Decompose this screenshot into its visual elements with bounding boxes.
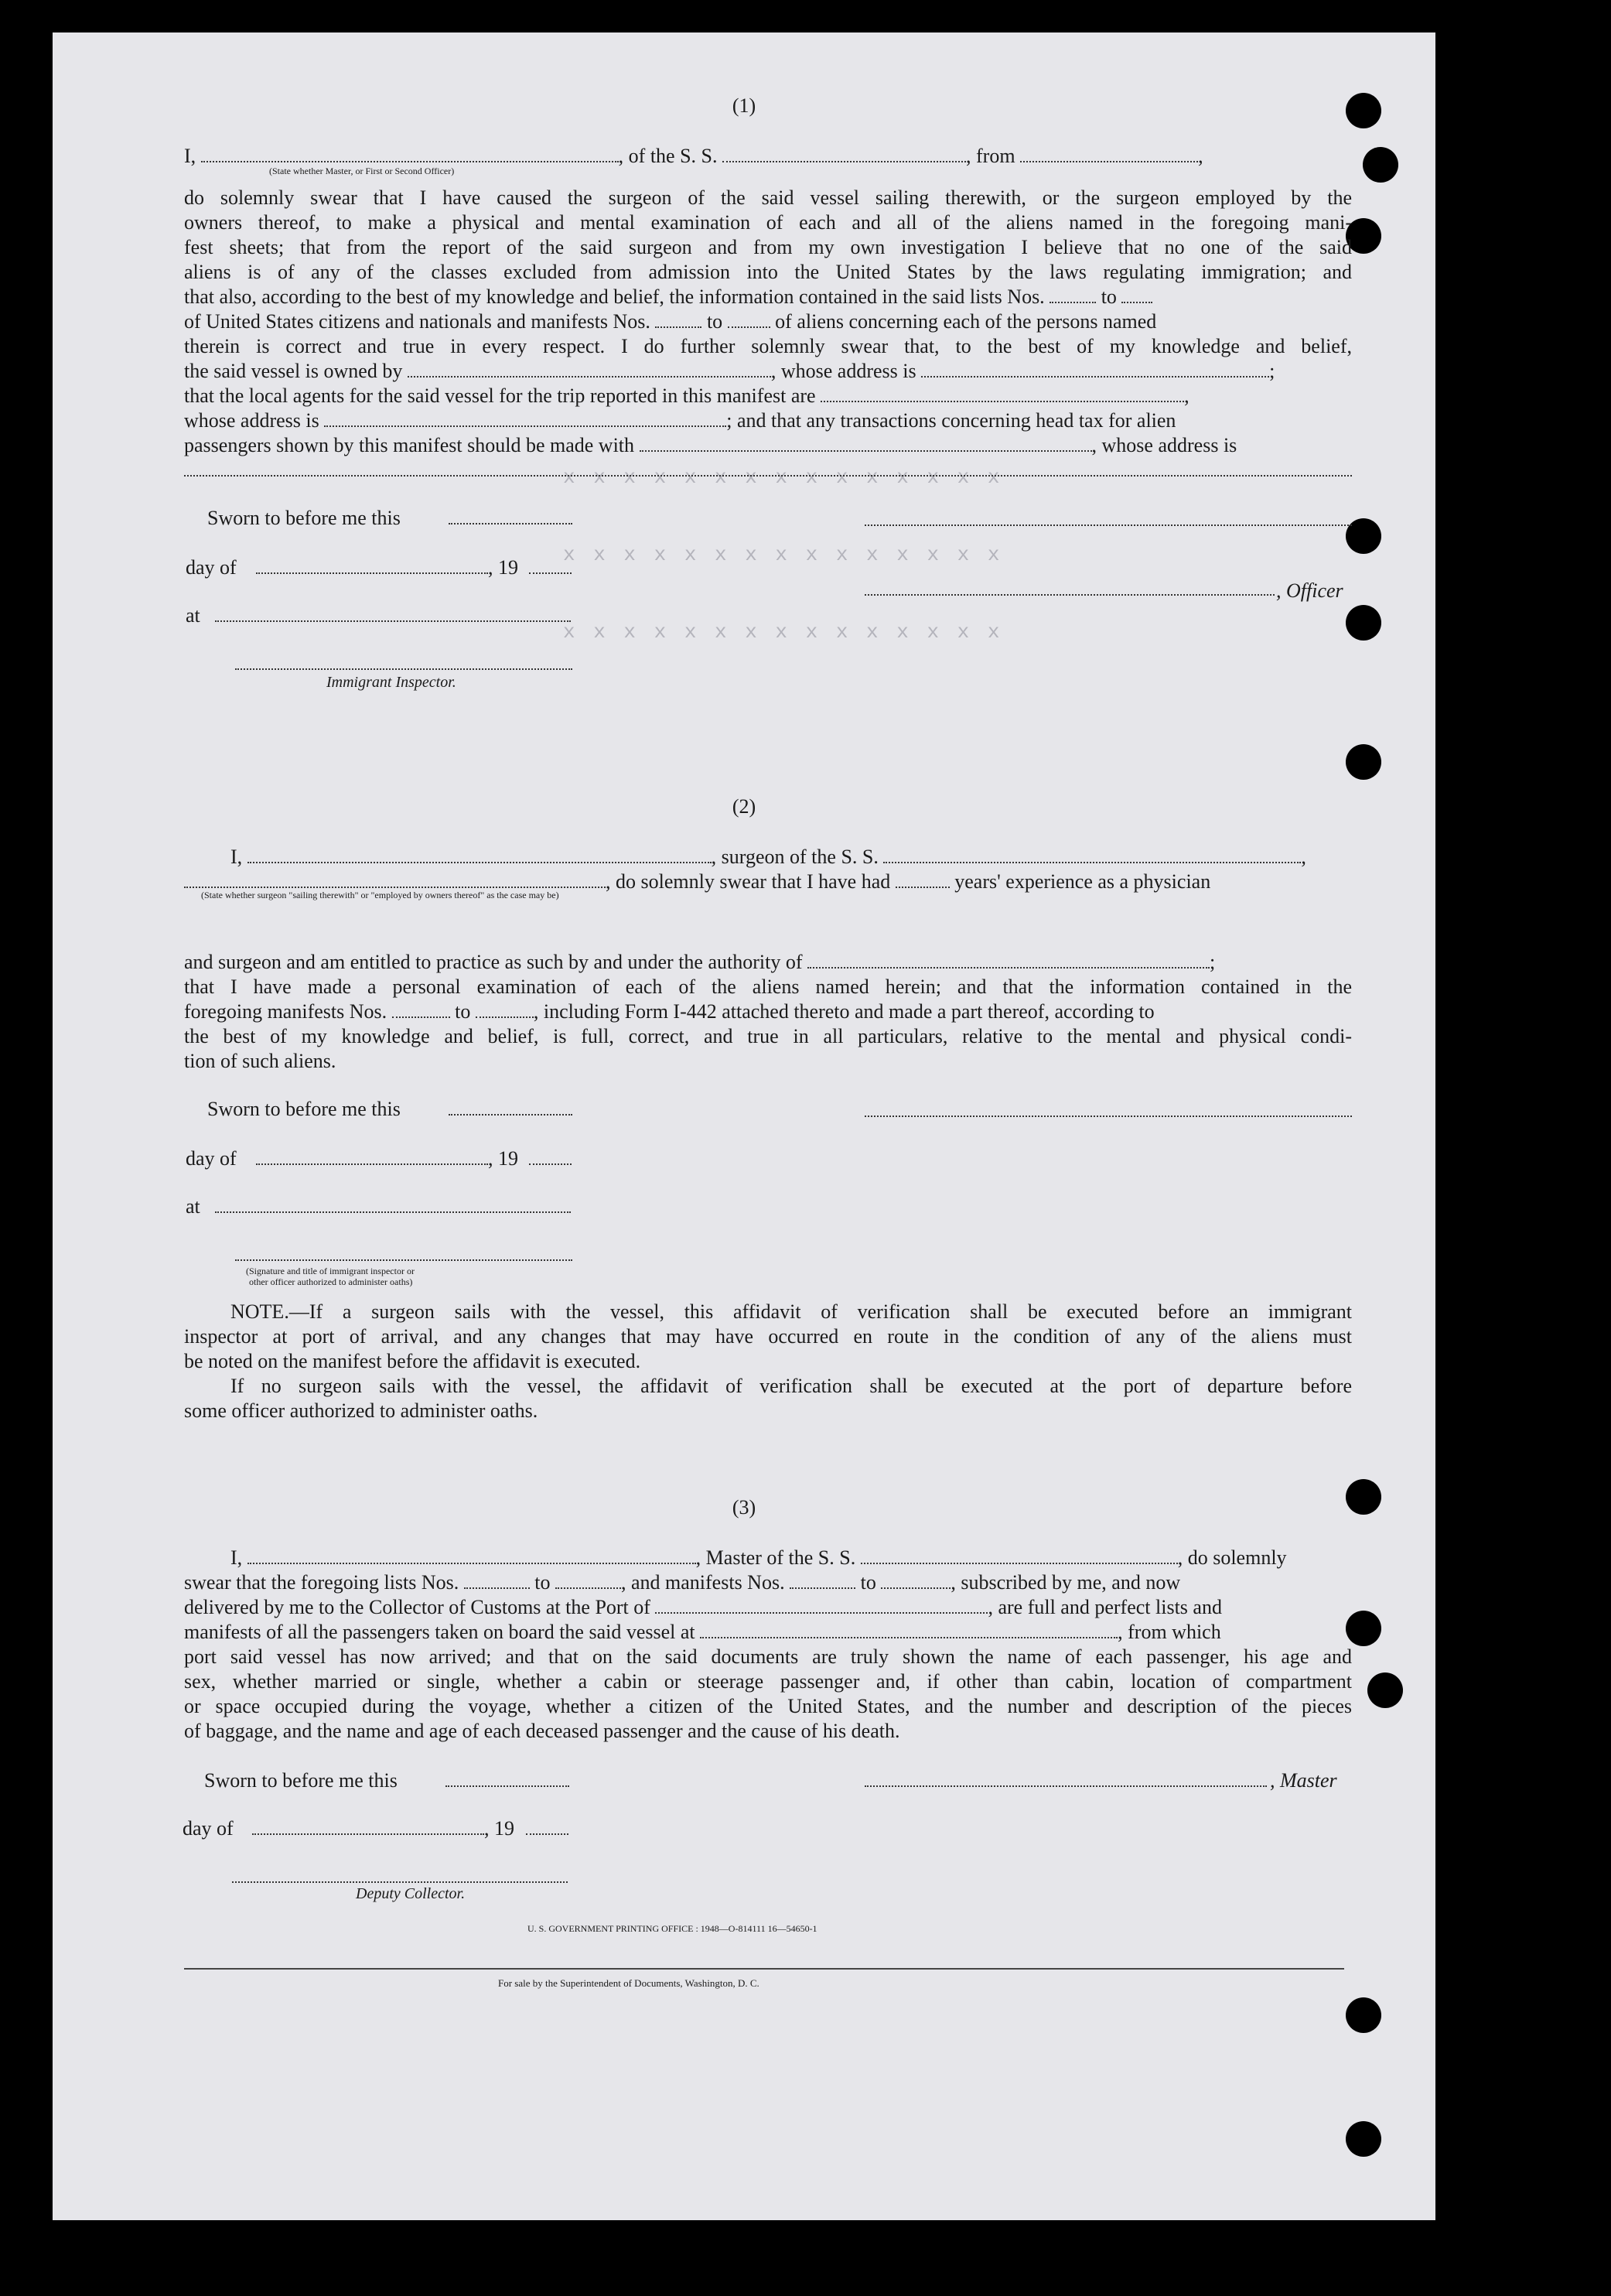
punch-hole [1346, 518, 1381, 554]
s2-vessel-field[interactable] [883, 845, 1301, 863]
s2-sig-note: other officer authorized to administer oaths) [249, 1276, 413, 1287]
s2-day-label: day of [186, 1147, 237, 1170]
s1-para-line: passengers shown by this manifest should be made with , whose address is [184, 434, 1237, 456]
punch-hole [1346, 2121, 1381, 2157]
s2-manifest-to-field[interactable] [476, 999, 534, 1018]
form-page [53, 32, 1435, 2220]
agents-address-field[interactable] [324, 408, 726, 427]
s1-sworn-label: Sworn to before me this [207, 507, 401, 529]
s3-day-field[interactable] [252, 1833, 484, 1835]
s2-sworn-label: Sworn to before me this [207, 1098, 401, 1120]
s1-para-line: that also, according to the best of my knowledge and belief, the information contained in the said lists Nos. to [184, 285, 1352, 309]
s2-oath-line: , do solemnly swear that I have had years' experience as a physician [184, 870, 1352, 894]
owner-address-field[interactable] [921, 359, 1269, 378]
s3-lists-from-field[interactable] [464, 1570, 530, 1589]
s3-line: sex, whether married or single, whether a cabin or steerage passenger and, if other than cabin, location of compartment [184, 1670, 1352, 1693]
s2-oath-line: I, , surgeon of the S. S. , [230, 846, 1306, 868]
manifests-from-field[interactable] [655, 309, 701, 328]
s1-oath-line: I, , of the S. S. , from , [184, 145, 1203, 167]
sale-notice: For sale by the Superintendent of Documents, Washington, D. C. [498, 1977, 759, 1989]
s3-manifests-from-field[interactable] [790, 1570, 855, 1589]
s2-surgeon-signature-field[interactable] [865, 1116, 1352, 1117]
s1-at-field[interactable] [215, 620, 571, 622]
master-name-field[interactable] [247, 1546, 696, 1564]
s2-sworn-date-field[interactable] [449, 1114, 572, 1116]
head-tax-address-field[interactable] [184, 475, 1352, 477]
s1-para-line: whose address is ; and that any transactions concerning head tax for alien [184, 409, 1176, 432]
s3-deputy-signature-field[interactable] [232, 1881, 568, 1883]
note-line: be noted on the manifest before the affidavit is executed. [184, 1350, 641, 1372]
printing-office-line: U. S. GOVERNMENT PRINTING OFFICE : 1948—O-814111 16—54650-1 [527, 1923, 817, 1934]
s3-line: delivered by me to the Collector of Customs at the Port of , are full and perfect lists and [184, 1596, 1222, 1618]
s1-para-line: aliens is of any of the classes excluded from admission into the United States by the laws regulating immigration; and [184, 261, 1352, 283]
s1-para-line: of United States citizens and nationals and manifests Nos. to of aliens concerning each of the persons named [184, 310, 1157, 333]
s2-para-line: the best of my knowledge and belief, is full, correct, and true in all particulars, relative to the mental and physical condi- [184, 1025, 1352, 1047]
s1-officer-signature-field[interactable] [865, 524, 1352, 526]
s1-year-label: , 19 [488, 556, 518, 579]
owner-field[interactable] [408, 359, 771, 378]
s1-day-field[interactable] [256, 572, 488, 574]
s3-line: of baggage, and the name and age of each deceased passenger and the cause of his death. [184, 1720, 900, 1742]
s2-manifest-from-field[interactable] [392, 999, 450, 1018]
s3-line: swear that the foregoing lists Nos. to , and manifests Nos. to , subscribed by me, and now [184, 1571, 1181, 1594]
years-experience-field[interactable] [896, 870, 950, 888]
s1-sworn-date-field[interactable] [449, 523, 572, 524]
s3-deputy-label: Deputy Collector. [356, 1885, 466, 1902]
footer-rule [184, 1968, 1344, 1970]
surgeon-status-field[interactable] [184, 870, 606, 888]
manifests-to-field[interactable] [728, 309, 770, 328]
section-1-heading: (1) [732, 94, 756, 117]
bleed-through-text: x x x x x x x x x x x x x x x [563, 620, 1003, 644]
note-line: NOTE.—If a surgeon sails with the vessel, this affidavit of verification shall be executed before an immigrant [230, 1300, 1352, 1323]
s3-line: port said vessel has now arrived; and that on the said documents are truly shown the name of each passenger, his age and [184, 1645, 1352, 1668]
s3-line: I, , Master of the S. S. , do solemnly [230, 1546, 1287, 1569]
s2-inspector-signature-field[interactable] [235, 1259, 572, 1261]
section-3-heading: (3) [732, 1496, 756, 1519]
lists-from-field[interactable] [1050, 285, 1096, 303]
s2-year-field[interactable] [529, 1163, 572, 1165]
authority-field[interactable] [807, 950, 1210, 969]
s2-status-note: (State whether surgeon "sailing therewith" or "employed by owners thereof" as the case may be) [201, 890, 559, 900]
s3-lists-to-field[interactable] [555, 1570, 621, 1589]
s1-para-line: that the local agents for the said vessel for the trip reported in this manifest are , [184, 384, 1189, 407]
s2-para-line: tion of such aliens. [184, 1050, 336, 1072]
embark-port-field[interactable] [700, 1620, 1118, 1638]
s1-para-line: do solemnly swear that I have caused the surgeon of the said vessel sailing therewith, or the surgeon employed by the [184, 186, 1352, 209]
s3-year-label: , 19 [484, 1817, 514, 1840]
s3-line: manifests of all the passengers taken on board the said vessel at , from which [184, 1621, 1221, 1643]
s1-para-line: the said vessel is owned by , whose address is ; [184, 360, 1275, 382]
s1-at-label: at [186, 604, 200, 627]
vessel-name-field[interactable] [722, 144, 966, 162]
s1-officer-label: , Officer [1276, 579, 1343, 602]
note-line: inspector at port of arrival, and any changes that may have occurred en route in the condition of any of the aliens must [184, 1325, 1352, 1348]
head-tax-agent-field[interactable] [640, 433, 1092, 452]
lists-to-field[interactable] [1121, 285, 1152, 303]
s1-year-field[interactable] [529, 572, 572, 574]
s2-day-field[interactable] [256, 1163, 488, 1165]
s1-officer-title-field[interactable] [865, 594, 1275, 596]
s3-sworn-label: Sworn to before me this [204, 1769, 398, 1792]
s2-para-line: and surgeon and am entitled to practice as such by and under the authority of ; [184, 951, 1216, 973]
s1-officer-note: (State whether Master, or First or Second Officer) [269, 166, 455, 176]
s3-vessel-field[interactable] [861, 1546, 1178, 1564]
s3-year-field[interactable] [526, 1833, 568, 1835]
s1-para-line: therein is correct and true in every respect. I do further solemnly swear that, to the best of my knowledge and belief, [184, 335, 1352, 357]
surgeon-name-field[interactable] [247, 845, 712, 863]
officer-name-field[interactable] [201, 144, 619, 162]
s3-master-label: , Master [1270, 1769, 1337, 1792]
s2-sig-note: (Signature and title of immigrant inspector or [246, 1266, 415, 1276]
local-agents-field[interactable] [821, 384, 1184, 402]
s1-inspector-label: Immigrant Inspector. [326, 674, 456, 691]
s2-at-label: at [186, 1195, 200, 1218]
section-2-heading: (2) [732, 795, 756, 818]
s2-para-line: foregoing manifests Nos. to , including Form I-442 attached thereto and made a part thereof, according to [184, 1000, 1155, 1023]
s2-at-field[interactable] [215, 1211, 571, 1213]
s3-sworn-date-field[interactable] [445, 1785, 569, 1787]
s1-day-label: day of [186, 556, 237, 579]
s1-para-line: fest sheets; that from the report of the said surgeon and from my own investigation I believe that no one of the said [184, 236, 1352, 258]
s3-line: or space occupied during the voyage, whether a citizen of the United States, and the number and description of the pieces [184, 1695, 1352, 1717]
customs-port-field[interactable] [655, 1595, 988, 1614]
s3-manifests-to-field[interactable] [881, 1570, 951, 1589]
s3-master-signature-field[interactable] [865, 1785, 1267, 1787]
bleed-through-text: x x x x x x x x x x x x x x x [563, 466, 1003, 489]
s1-inspector-signature-field[interactable] [235, 668, 572, 670]
note-line: some officer authorized to administer oaths. [184, 1399, 538, 1422]
s3-day-label: day of [183, 1817, 234, 1840]
s1-para-line: owners thereof, to make a physical and mental examination of each and all of the aliens named in the foregoing mani- [184, 211, 1352, 234]
punch-hole [1346, 744, 1381, 780]
s2-para-line: that I have made a personal examination of each of the aliens named herein; and that the information contained in the [184, 975, 1352, 998]
punch-hole [1367, 1672, 1403, 1708]
punch-hole [1363, 147, 1398, 183]
note-line: If no surgeon sails with the vessel, the affidavit of verification shall be executed at the port of departure before [230, 1375, 1352, 1397]
punch-hole [1346, 1997, 1381, 2033]
bleed-through-text: x x x x x x x x x x x x x x x [563, 543, 1003, 566]
port-from-field[interactable] [1020, 144, 1198, 162]
punch-hole [1346, 605, 1381, 641]
s2-year-label: , 19 [488, 1147, 518, 1170]
